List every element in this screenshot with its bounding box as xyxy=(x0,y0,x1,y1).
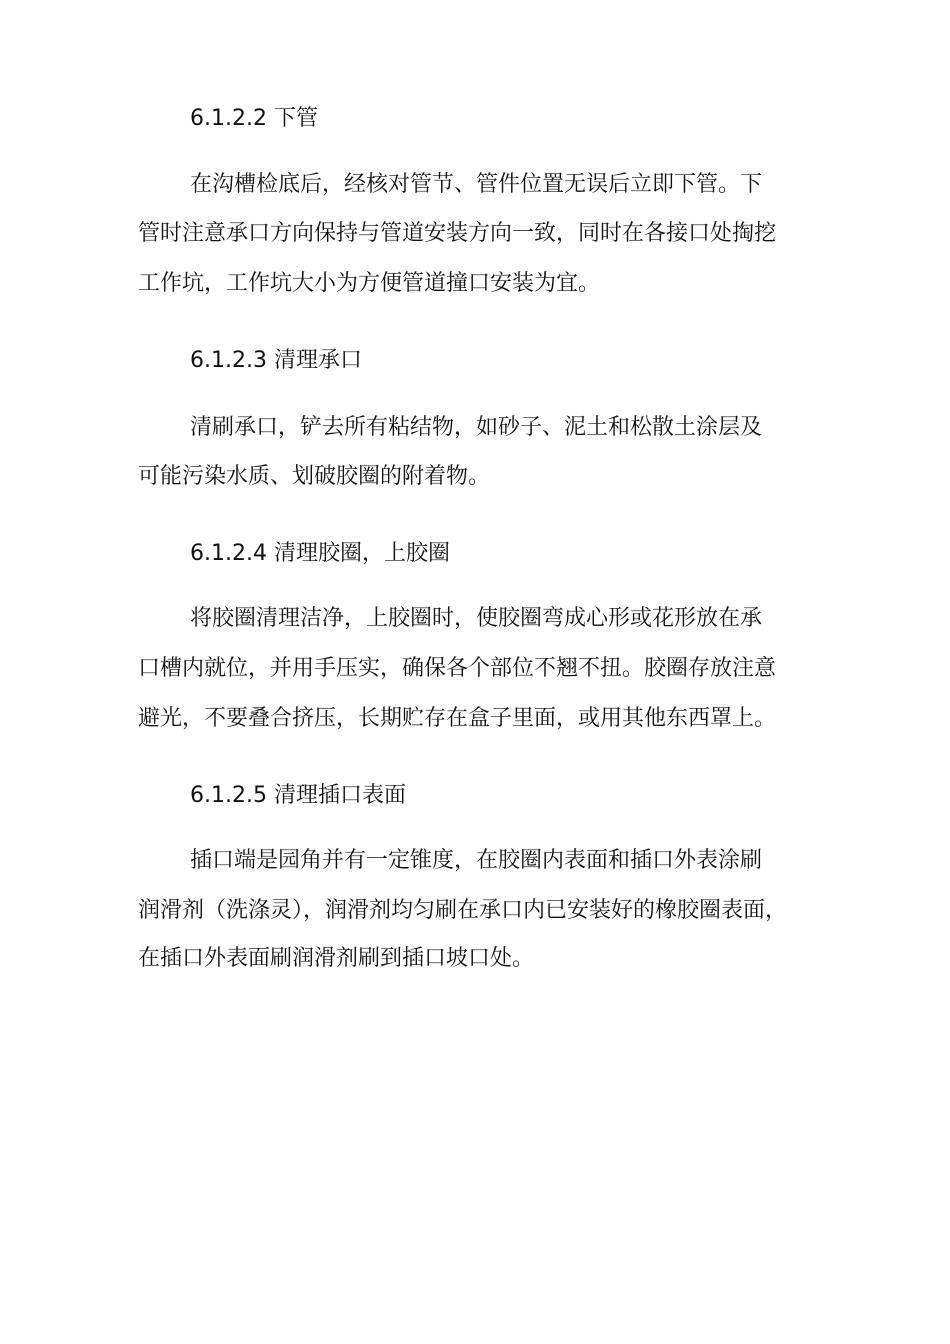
paragraph-line: 插口端是园角并有一定锥度，在胶圈内表面和插口外表涂刷 xyxy=(190,848,763,873)
section-heading-6-1-2-4: 6.1.2.4 清理胶圈，上胶圈 xyxy=(190,541,450,566)
paragraph-line: 将胶圈清理洁净，上胶圈时，使胶圈弯成心形或花形放在承 xyxy=(190,606,763,631)
section-heading-6-1-2-3: 6.1.2.3 清理承口 xyxy=(190,348,362,373)
section-heading-6-1-2-2: 6.1.2.2 下管 xyxy=(190,106,318,131)
paragraph-line: 避光，不要叠合挤压，长期贮存在盒子里面，或用其他东西罩上。 xyxy=(138,706,777,731)
paragraph-line: 在插口外表面刷润滑剂刷到插口坡口处。 xyxy=(138,946,535,971)
paragraph-line: 清刷承口，铲去所有粘结物，如砂子、泥土和松散土涂层及 xyxy=(190,415,763,440)
paragraph-line: 管时注意承口方向保持与管道安装方向一致，同时在各接口处掏挖 xyxy=(138,221,777,246)
paragraph-line: 工作坑，工作坑大小为方便管道撞口安装为宜。 xyxy=(138,271,601,296)
paragraph-line: 润滑剂（洗涤灵），润滑剂均匀刷在承口内已安装好的橡胶圈表面， xyxy=(138,898,788,923)
paragraph-line: 在沟槽检底后，经核对管节、管件位置无误后立即下管。下 xyxy=(190,172,763,197)
section-heading-6-1-2-5: 6.1.2.5 清理插口表面 xyxy=(190,783,406,808)
paragraph-line: 可能污染水质、划破胶圈的附着物。 xyxy=(138,464,491,489)
paragraph-line: 口槽内就位，并用手压实，确保各个部位不翘不扭。胶圈存放注意 xyxy=(138,656,777,681)
